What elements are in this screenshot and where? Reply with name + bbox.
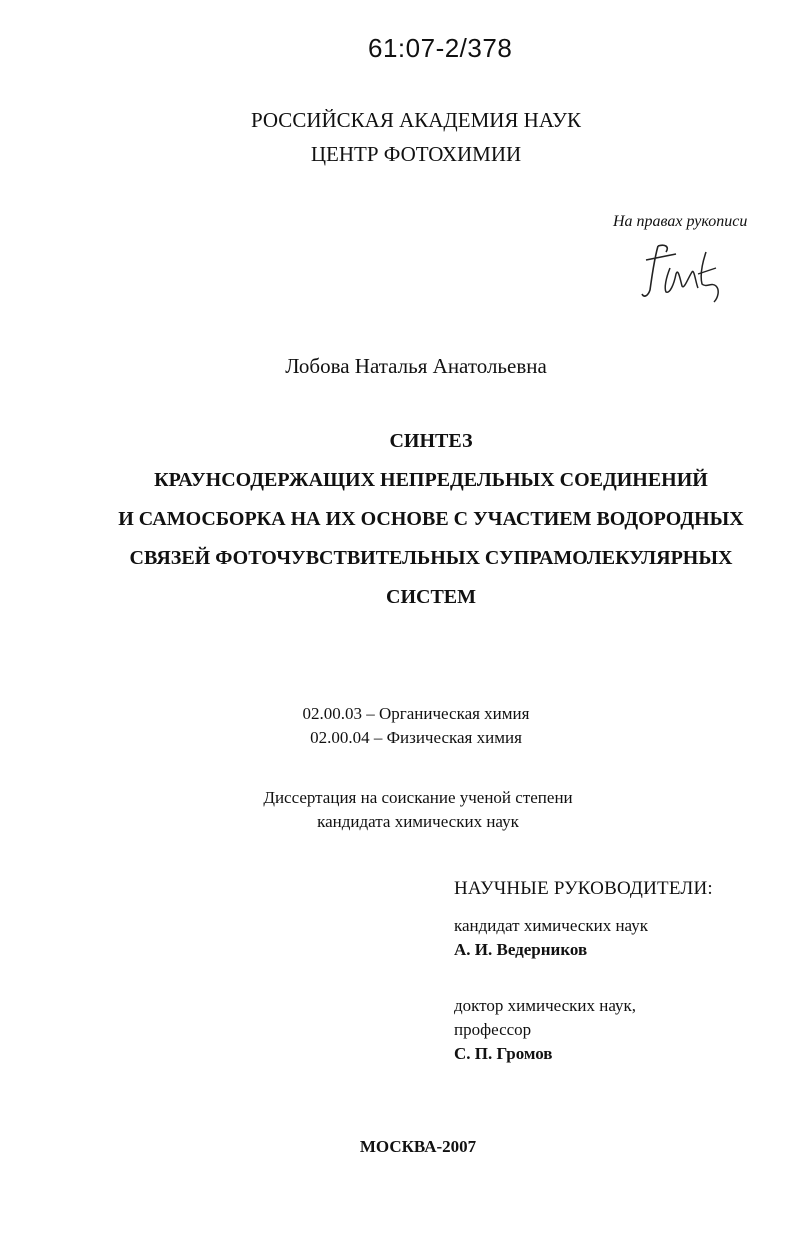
degree-line: кандидата химических наук (317, 812, 519, 831)
advisor-spacer (454, 962, 713, 994)
manuscript-note: На правах рукописи (613, 213, 748, 230)
advisor1-name: А. И. Ведерников (454, 940, 588, 959)
signature-image (636, 238, 736, 308)
advisor2-rank: профессор (454, 1020, 532, 1039)
degree-line: Диссертация на соискание ученой степени (263, 788, 573, 807)
advisor2-name: С. П. Громов (454, 1044, 553, 1063)
specialties (0, 702, 796, 750)
organization-center: ЦЕНТР ФОТОХИМИИ (310, 142, 522, 166)
catalog-number: 61:07-2/378 (368, 33, 513, 63)
advisors-block (454, 878, 713, 1066)
title-line: СВЯЗЕЙ ФОТОЧУВСТВИТЕЛЬНЫХ СУПРАМОЛЕКУЛЯРНЫХ (129, 547, 733, 569)
title-line: И САМОСБОРКА НА ИХ ОСНОВЕ С УЧАСТИЕМ ВОДОРОДНЫХ (118, 508, 744, 530)
advisor2-title: доктор химических наук, (454, 996, 637, 1015)
title-line: СИНТЕЗ (389, 430, 473, 452)
specialty-physical: 02.00.04 – Физическая химия (310, 728, 522, 747)
author-name: Лобова Наталья Анатольевна (285, 354, 547, 378)
city-year: МОСКВА-2007 (359, 1137, 477, 1156)
title-line: КРАУНСОДЕРЖАЩИХ НЕПРЕДЕЛЬНЫХ СОЕДИНЕНИЙ (154, 469, 708, 491)
dissertation-title (0, 422, 796, 617)
specialty-organic: 02.00.03 – Органическая химия (302, 704, 530, 723)
advisor1-title: кандидат химических наук (454, 916, 648, 935)
title-line: СИСТЕМ (386, 586, 476, 608)
degree-statement (0, 786, 796, 834)
organization-name: РОССИЙСКАЯ АКАДЕМИЯ НАУК (250, 108, 582, 132)
advisors-heading: НАУЧНЫЕ РУКОВОДИТЕЛИ: (454, 878, 713, 899)
